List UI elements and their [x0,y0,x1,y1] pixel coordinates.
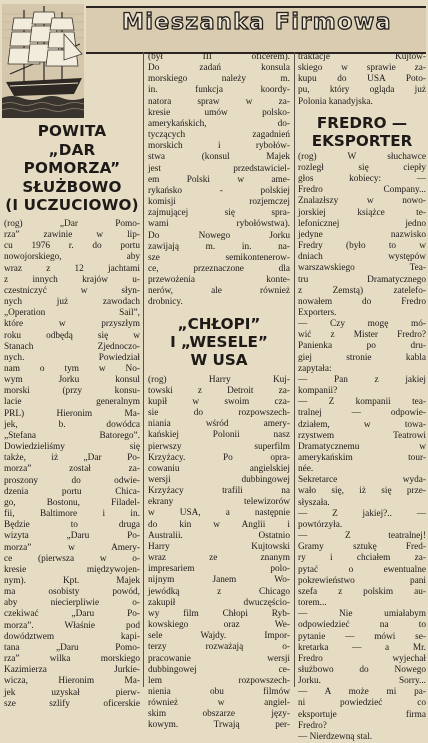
text-line: rza” wilka morskiego [4,654,140,665]
text-line: warszawskiego Tea- [298,263,426,274]
article-body-chlopi-wesele [148,375,290,732]
text-line: Do Nowego Jorku [148,230,290,241]
text-line: em Polski w ame- [148,174,290,185]
text-line: czekiwać „Daru Po- [4,609,140,620]
text-line: wraz ze znanym [148,553,290,564]
text-line: odpowiedzieć na to [298,620,426,631]
text-line: dzenia portu Chica- [4,486,140,497]
text-line: dniach występów [298,252,426,263]
text-line: niania wśród amery- [148,419,290,430]
text-line: tru Dramatycznego [298,274,426,285]
text-line: ma osobisty powód, [4,587,140,598]
text-line: z innych krajów u- [4,274,140,285]
text-line: impresariem polo- [148,564,290,575]
column-rule [143,52,144,687]
text-line: nych. Powiedział [4,352,140,363]
text-line: ni powiedzieć co [298,698,426,709]
headline-dar-pomorza [4,122,140,215]
text-line: pytać o ewentualne [298,564,426,575]
text-line: tralnej — odpowie- [298,408,426,419]
text-line: komisji rozjemczej [148,197,290,208]
text-line: kresie umów polsko- [148,107,290,118]
tall-ship-icon [2,4,84,118]
text-line: towski z Detroit za- [148,385,290,396]
text-line: kupu do USA Poto- [298,74,426,85]
text-line: Sekretarce wyda- [298,475,426,486]
column-2 [148,52,290,731]
text-line: Do zadań konsula [148,63,290,74]
text-line: — Z teatralnej! [298,531,426,542]
text-line: kowym. Trwają per- [148,720,290,731]
headline-line: POMORZA” [23,159,121,178]
text-line: Polonia kanadyjska. [298,96,373,107]
text-line: natora spraw w za- [148,96,290,107]
text-line: pierwszy superfilm [148,441,290,452]
text-line: pracowanie wersji [148,653,290,664]
text-line: proszony do odwie- [4,475,140,486]
text-line: wym Jorku konsul [4,375,140,386]
text-line: — Czy mogę mó- [298,319,426,330]
section-masthead: Mieszanka Firmowa [121,10,393,35]
headline-line: POWITA [37,122,107,140]
text-line: morskiego należy m. [148,74,290,85]
text-line: (rog) Harry Kuj- [148,374,290,385]
text-line: Fredry (było to w [298,241,426,252]
text-line: Dowiedzieliśmy się [4,442,140,453]
headline-line: (I UCZUCIOWO) [5,196,139,215]
text-line: Exporters. [298,307,337,318]
text-line: Stanach Zjednoczo- [4,341,140,352]
text-line: do kin w Anglii i [148,519,290,530]
text-line: nych już zawodach [4,297,140,308]
text-line: powtórzyła. [298,519,343,530]
text-line: torem... [298,598,327,609]
text-line: Gramy sztukę Fred- [298,542,426,553]
text-line: ce (pierwsza w o- [4,553,140,564]
text-line: lefonicznej jedno [298,218,426,229]
text-line: Jorku. Sorry... [298,676,426,687]
text-line: go, Bostonu, Filadel- [4,497,140,508]
text-line: sie do rozpowszech- [148,408,290,419]
text-line: wami rybołówstwa). [148,219,290,230]
text-line: sze semikontenerow- [148,252,290,263]
text-line: zakupił dwuczęścio- [148,597,290,608]
text-line: pu, który ogląda już [298,85,426,96]
column-rule [294,52,295,687]
headline-line: W USA [190,350,248,369]
headline-line: EKSPORTER [311,131,413,150]
text-line: Znalazłszy w nowo- [298,196,426,207]
text-line: zajmującej się spra- [148,208,290,219]
text-line: sele Wajdy. Impor- [148,631,290,642]
text-line: rza” zawinie w lip- [4,230,140,241]
text-line: wraz z 12 jachtami [4,263,140,274]
text-line: ry i chciałem za- [298,553,426,564]
text-line: wizyta „Daru Po- [4,531,140,542]
text-line: nam o tym w No- [4,364,140,374]
text-line: terzy rozważają o- [148,642,290,653]
text-line: fii, Baltimore i in. [4,509,140,520]
text-line: szefa z polskim au- [298,586,426,597]
text-line: — Pan z jakiej [298,374,426,385]
text-line: rzystwem Teatrowi [298,430,426,441]
sailing-ship-illustration [2,4,84,118]
text-line: — Nierdzewną stal. [298,731,373,742]
headline-line: I „WESELE” [170,332,268,351]
text-line: Fredro? [298,720,327,731]
text-line: wersji dubbingowej [148,475,290,485]
text-line: wicza, Hieronim Ma- [4,676,140,687]
text-line: giej stronie kabla [298,352,426,363]
text-line: wić z Mister Fredro? [298,330,426,341]
text-line: Kazimierza Jurkie- [4,665,140,676]
article-body-dar-pomorza-continued [148,52,290,309]
text-line: — A może mi pa- [298,687,426,698]
text-line: w USA, a następnie [148,508,290,519]
text-line: Panienka po dru- [298,341,426,352]
text-line: (rog) „Dar Pomo- [4,218,140,229]
headline-line: FREDRO — [316,113,408,132]
text-line: née. [298,464,314,475]
text-line: Będzie to druga [4,520,140,531]
text-line: Krzyżacy trafili na [148,486,290,497]
text-line: także, iż „Dar Po- [4,453,140,464]
text-line: rozległ się ciepły [298,162,426,173]
text-line: nowojorskiego, aby [4,252,140,263]
headline-chlopi-wesele [148,315,290,369]
text-line: aby niecierpliwie o- [4,598,140,609]
text-line: in. funkcja koordy- [148,85,290,96]
text-line: służbowo do Nowego [298,664,426,675]
headline-fredro-eksporter [298,114,426,150]
text-line: jek uzyskał pierw- [4,687,140,698]
text-line: roku odbędą się w [4,330,140,341]
text-line: jorskiej książce te- [298,207,426,218]
text-line: dowództwem kapi- [4,631,140,642]
text-line: nerów, ale również [148,286,290,297]
text-line: morza”. Właśnie pod [4,620,140,631]
text-line: Harry Kujtowski [148,541,290,552]
text-line: z Zemstą) zatelefo- [298,285,426,296]
text-line: rykańsko - polskiej [148,185,290,196]
headline-line: „DAR [48,140,96,159]
text-line: kańskiej Polonii nasz [148,430,290,441]
headline-line: „CHŁOPI” [177,314,261,333]
text-line: lem rozpowszech- [148,675,290,686]
text-line: jedyne nazwisko [298,229,426,240]
column-3 [298,52,426,742]
text-line: kowskiego oraz We- [148,620,290,631]
text-line: czestniczyć w słyn- [4,285,140,296]
text-line: „Operation Sail”, [4,308,140,319]
text-line: Krzyżacy. Po opra- [148,452,290,463]
text-line: ce, przeznaczone dla [148,263,290,274]
text-line: skim obszarze języ- [148,709,290,720]
text-line: kresie międzywojen- [4,564,140,575]
text-line: kretarka — a Mr. [298,642,426,653]
text-line: jek, b. dowódca [4,419,140,430]
text-line: PRL) Hieronim Ma- [4,408,140,419]
text-line: jewódką z Chicago [148,586,290,597]
text-line: amerykańskim tour- [298,453,426,463]
text-line: pokrewieństwo pani [298,575,426,586]
text-line: morskich i rybołów- [148,141,290,152]
text-line: lacie generalnym [4,397,140,408]
text-line: działem, w towa- [298,419,426,430]
text-line: które w przyszłym [4,319,140,330]
text-line: morza” w Amery- [4,542,140,553]
text-line: — Z jakiej?.. — [298,508,426,519]
text-line: Fredro wyjechał [298,653,426,664]
text-line: sze szlify oficerskie [4,698,140,709]
headline-line: SŁUŻBOWO [22,177,122,196]
text-line: kompanii? [298,386,338,397]
text-line: również w angiel- [148,698,290,709]
text-line: tana „Daru Pomo- [4,642,140,653]
text-line: (rog) W słuchawce [298,151,426,162]
text-line: skiego w sprawie za- [298,63,426,74]
text-line: stwa (konsul Majek [148,152,290,163]
text-line: amerykańskich, do- [148,118,290,129]
article-body-chlopi-wesele-continued [298,52,426,108]
text-line: nijnym Janem Wo- [148,575,290,586]
text-line: przewożenia konte- [148,275,290,286]
text-line: Fredro Company... [298,185,426,196]
text-line: „Stefana Batorego”. [4,430,140,441]
text-line: — Nie umiałabym [298,609,426,620]
text-line: morski (przy konsu- [4,386,140,397]
text-line: drobnicy. [148,297,183,308]
text-line: Australii. Ostatnio [148,530,290,541]
text-line: nienia obu filmów [148,686,290,697]
text-line: traktacje Kujtow- [298,52,426,62]
text-line: głos kobiecy: — [298,174,426,185]
text-line: (był III oficerem). [148,52,290,62]
article-body-fredro-eksporter [298,152,426,743]
text-line: nym). Kpt. Majek [4,575,140,586]
column-1 [4,122,140,709]
text-line: — Z kompanii tea- [298,397,426,408]
text-line: nowałem do Fredro [298,296,426,307]
text-line: wało się, iż się prze- [298,486,426,497]
text-line: tyczących zagadnień [148,130,290,141]
text-line: dubbingowej ce- [148,664,290,675]
text-line: wy film Chłopi Ryb- [148,608,290,619]
text-line: słyszała. [298,497,330,508]
text-line: eksportuje firma [298,709,426,720]
article-body-dar-pomorza [4,219,140,710]
text-line: ekrany telewizorów [148,497,290,508]
text-line: pytanie — mówi se- [298,631,426,642]
text-line: morza” został za- [4,464,140,475]
text-line: kupił w swoim cza- [148,396,290,407]
text-line: cowaniu angielskiej [148,463,290,474]
text-line: zawijają m. in. na- [148,241,290,252]
text-line: jest przedstawiciel- [148,163,290,174]
text-line: zapytała: [298,363,332,374]
text-line: Dramatycznemu w [298,441,426,452]
text-line: cu 1976 r. do portu [4,241,140,252]
